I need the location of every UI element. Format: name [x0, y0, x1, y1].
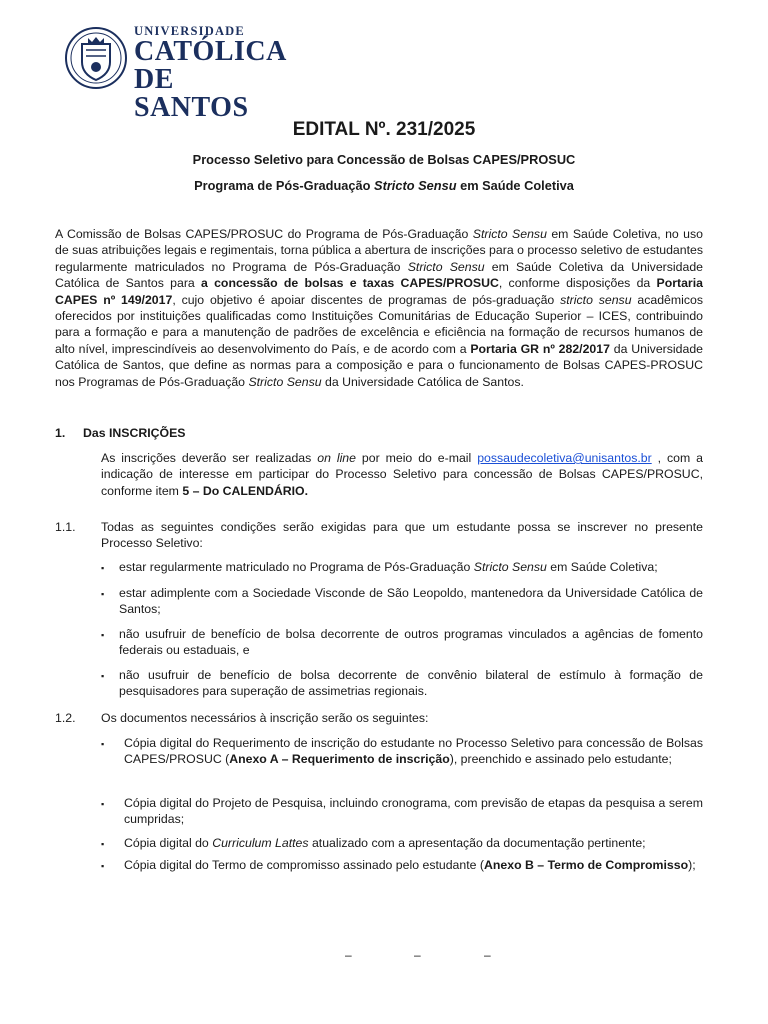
university-logo: [64, 24, 294, 123]
logo-line-catolica: CATÓLICA: [134, 36, 287, 67]
intro-text: em Saúde Coletiva da Universidade Católica de Santos para: [55, 259, 704, 291]
section-bold: 5 – Do CALENDÁRIO.: [182, 483, 309, 498]
intro-italic: Stricto Sensu: [472, 227, 547, 241]
intro-text: , cujo objetivo é apoiar discentes de programas de pós-graduação: [172, 292, 561, 307]
university-crest-icon: [64, 26, 128, 90]
bullet-text: ), preenchido e assinado pelo estudante;: [449, 752, 672, 767]
item-1-2-bullet-2: Cópia digital do Projeto de Pesquisa, incluindo cronograma, com previsão de etapas da pesquisa a serem cumpridas;: [124, 796, 703, 827]
logo-wordmark: [134, 24, 294, 122]
intro-text: acadêmicos oferecidos por instituições qualificadas como Instituições Comunitárias de Educação Superior – ICES, contribuindo para a formação e para a manutenção de padrões de excelência e eficiência na formação de recursos humanos de alto nível, imprescindíveis ao desenvolvimento do País, e de acordo com a: [55, 292, 703, 356]
section-italic: on line: [317, 451, 356, 465]
subtitle-text: em Saúde Coletiva: [456, 178, 574, 193]
section-1-paragraph: [101, 450, 703, 499]
item-1-2-bullet-1: [124, 735, 703, 768]
item-1-1-bullet-1: [119, 559, 703, 575]
bullet-icon: ▪: [101, 671, 105, 681]
section-text: por meio do e-mail: [355, 451, 478, 465]
bullet-text: Cópia digital do Requerimento de inscrição do estudante no Processo Seletivo para concessão de Bolsas CAPES/PROSUC (: [124, 736, 703, 767]
item-1-2-bullet-4: [124, 857, 703, 873]
intro-italic: Stricto Sensu: [407, 259, 485, 274]
edital-subtitle-process: Processo Seletivo para Concessão de Bolsas CAPES/PROSUC: [192, 152, 576, 167]
subtitle-text: Programa de Pós-Graduação: [194, 178, 375, 193]
intro-text: A Comissão de Bolsas CAPES/PROSUC do Programa de Pós-Graduação: [55, 227, 473, 241]
email-link[interactable]: possaudecoletiva@unisantos.br: [477, 451, 652, 465]
item-1-2-text: Os documentos necessários à inscrição serão os seguintes:: [101, 711, 429, 725]
bullet-text: estar regularmente matriculado no Programa de Pós-Graduação: [119, 560, 474, 574]
section-text: As inscrições deverão ser realizadas: [101, 451, 318, 465]
subtitle-italic: Stricto Sensu: [374, 178, 457, 193]
intro-bold: Portaria GR nº 282/2017: [470, 341, 610, 356]
bullet-text: Cópia digital do: [124, 836, 213, 850]
footer-dash: –: [414, 948, 421, 962]
bullet-icon: ▪: [101, 739, 105, 749]
section-text: , com a indicação de interesse em participar do Processo Seletivo para concessão de Bolsas CAPES/PROSUC, conforme item: [101, 451, 703, 498]
intro-italic: Stricto Sensu: [248, 374, 322, 389]
footer-dash: –: [345, 948, 352, 962]
item-1-1-text: Todas as seguintes condições serão exigidas para que um estudante possa se inscrever no presente Processo Seletivo:: [101, 520, 703, 551]
footer-dash: –: [484, 948, 491, 962]
section-1-title: Das INSCRIÇÕES: [83, 426, 186, 440]
bullet-text: Cópia digital do Termo de compromisso assinado pelo estudante (: [124, 858, 485, 872]
bullet-icon: ▪: [101, 839, 105, 849]
item-1-1-bullet-4: não usufruir de benefício de bolsa decorrente de convênio bilateral de estímulo à formação de pesquisadores para superação de assimetrias regionais.: [119, 668, 703, 699]
intro-text: da Universidade Católica de Santos, que define as normas para a composição e para o funcionamento de Bolsas CAPES-PROSUC nos Programas de Pós-Graduação: [55, 341, 703, 389]
intro-italic: stricto sensu: [560, 292, 632, 307]
item-1-2-number: 1.2.: [55, 711, 76, 725]
intro-paragraph: [55, 226, 703, 390]
item-1-1-bullet-2: estar adimplente com a Sociedade Visconde de São Leopoldo, mantenedora da Universidade Católica de Santos;: [119, 586, 703, 617]
bullet-italic: Stricto Sensu: [473, 560, 547, 574]
bullet-text: em Saúde Coletiva;: [546, 560, 658, 574]
intro-text: da Universidade Católica de Santos.: [321, 374, 524, 389]
bullet-icon: ▪: [101, 563, 105, 573]
bullet-bold: Anexo A – Requerimento de inscrição: [229, 752, 450, 767]
bullet-italic: Curriculum Lattes: [212, 836, 309, 850]
intro-text: em Saúde Coletiva, no uso de suas atribuições legais e regimentais, torna pública a abertura de inscrições para o processo seletivo de estudantes regularmente matriculados no Programa de Pós-Graduação: [55, 227, 704, 274]
intro-bold: a concessão de bolsas e taxas CAPES/PROSUC: [201, 276, 499, 291]
item-1-1-number: 1.1.: [55, 520, 76, 534]
section-1-number: 1.: [55, 426, 66, 440]
bullet-icon: ▪: [101, 799, 105, 809]
item-1-2-bullet-3: [124, 835, 703, 851]
bullet-icon: ▪: [101, 589, 105, 599]
edital-subtitle-program: [0, 178, 768, 193]
logo-line-de-santos: DE SANTOS: [134, 64, 249, 123]
bullet-icon: ▪: [101, 630, 105, 640]
intro-bold: Portaria CAPES nº 149/2017: [55, 276, 703, 307]
edital-title: EDITAL Nº. 231/2025: [292, 119, 476, 140]
item-1-1-bullet-3: não usufruir de benefício de bolsa decorrente de outros programas vinculados a agências de fomento federais ou estaduais, e: [119, 627, 703, 658]
bullet-text: );: [688, 858, 696, 872]
logo-line-universidade: UNIVERSIDADE: [134, 24, 245, 38]
intro-text: , conforme disposições da: [498, 276, 657, 291]
bullet-icon: ▪: [101, 861, 105, 871]
bullet-text: atualizado com a apresentação da documentação pertinente;: [308, 836, 646, 850]
bullet-bold: Anexo B – Termo de Compromisso: [484, 858, 689, 872]
